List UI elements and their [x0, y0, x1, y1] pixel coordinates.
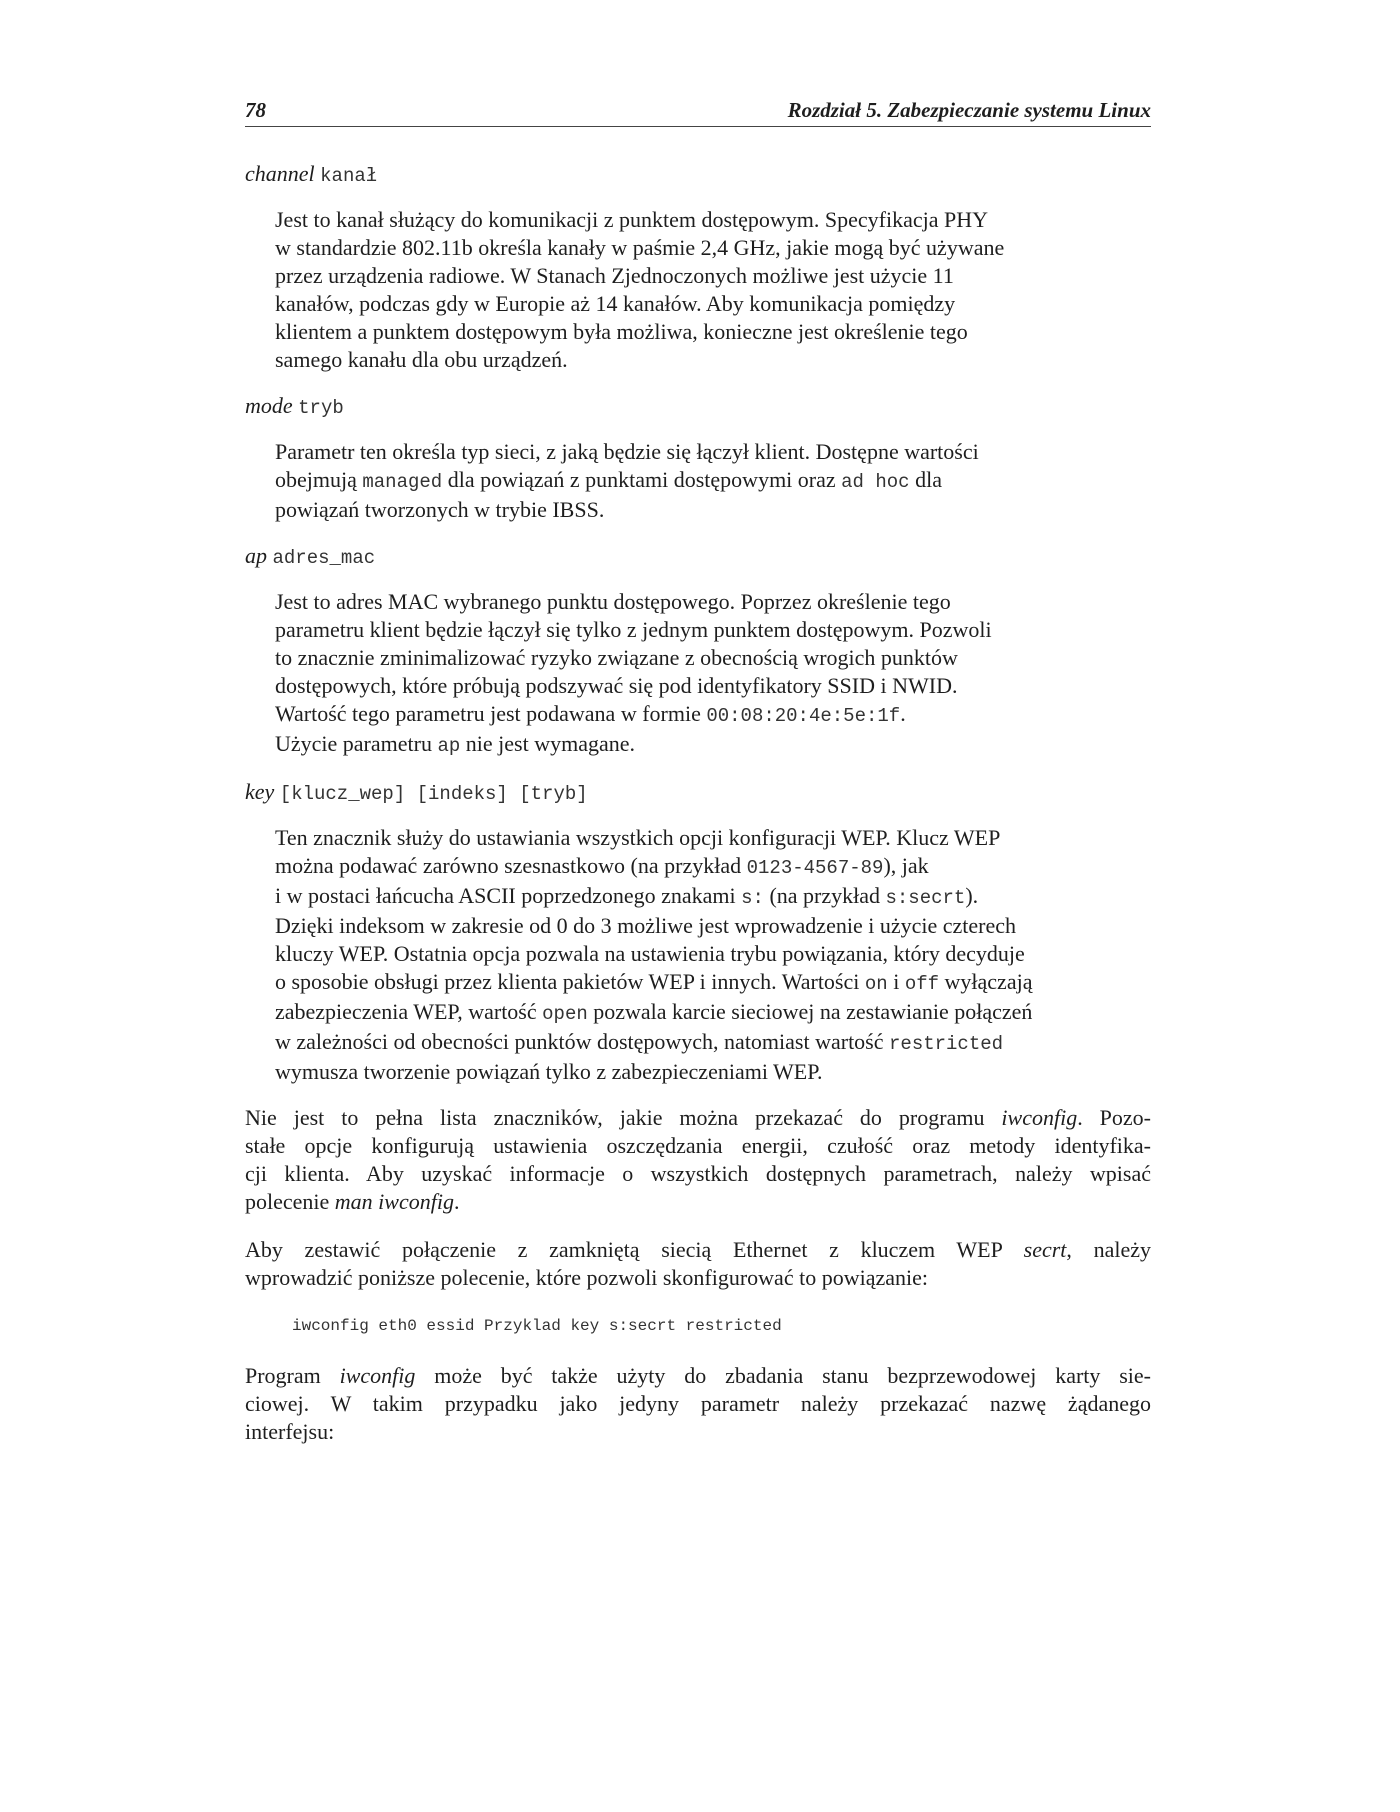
text-run: obejmują — [275, 467, 363, 492]
text-run: Aby zestawić połączenie z zamkniętą siecią Ethernet z kluczem WEP — [245, 1237, 1024, 1262]
text-line — [275, 1028, 1121, 1058]
page-number: 78 — [245, 98, 266, 122]
inline-code: off — [904, 973, 940, 995]
inline-code: s:secrt — [885, 887, 966, 909]
text-line: Dzięki indeksom w zakresie od 0 do 3 możliwe jest wprowadzenie i użycie czterech — [275, 913, 1016, 938]
text-line — [275, 998, 1121, 1028]
text-run: dla powiązań z punktami dostępowymi oraz — [442, 467, 842, 492]
text-run: i w postaci łańcucha ASCII poprzedzonego znakami — [275, 883, 742, 908]
text-run: o sposobie obsługi przez klienta pakietów WEP i innych. Wartości — [275, 969, 865, 994]
text-run: Nie jest to pełna lista znaczników, jakie można przekazać do programu — [245, 1105, 1002, 1130]
inline-code: ap — [437, 735, 461, 757]
text-run: Program — [245, 1363, 340, 1388]
text-run: dla — [909, 467, 942, 492]
term-keyword: ap — [245, 543, 267, 568]
text-line: powiązań tworzonych w trybie IBSS. — [275, 497, 605, 522]
text-run: Wartość tego parametru jest podawana w formie — [275, 701, 707, 726]
term-keyword: mode — [245, 393, 293, 418]
text-line: cji klienta. Aby uzyskać informacje o wszystkich dostępnych parametrach, należy wpisać — [245, 1161, 1151, 1186]
text-line: interfejsu: — [245, 1419, 335, 1444]
text-line — [275, 968, 1121, 998]
text-line: samego kanału dla obu urządzeń. — [275, 347, 568, 372]
text-run: . — [453, 1189, 460, 1214]
chapter-title: Rozdział 5. Zabezpieczanie systemu Linux — [787, 98, 1151, 122]
text-run: , należy — [1066, 1237, 1151, 1262]
text-line: dostępowych, które próbują podszywać się pod identyfikatory SSID i NWID. — [275, 673, 958, 698]
text-line: to znacznie zminimalizować ryzyko związane z obecnością wrogich punktów — [275, 645, 958, 670]
text-line — [275, 730, 1121, 760]
text-line: przez urządzenia radiowe. W Stanach Zjednoczonych możliwe jest użycie 11 — [275, 263, 954, 288]
text-run: . Pozo- — [1077, 1105, 1152, 1130]
text-line: kanałów, podczas gdy w Europie aż 14 kanałów. Aby komunikacja pomiędzy — [275, 291, 956, 316]
paragraph-iwconfig-options — [245, 1104, 1151, 1216]
description-mode — [275, 438, 1121, 524]
text-run: zabezpieczenia WEP, wartość — [275, 999, 543, 1024]
text-line: stałe opcje konfigurują ustawienia oszczędzania energii, czułość oraz metody identyfika- — [245, 1133, 1151, 1158]
text-run: ), jak — [883, 853, 929, 878]
text-run: Użycie parametru — [275, 731, 438, 756]
text-run: w zależności od obecności punktów dostępowych, natomiast wartość — [275, 1029, 890, 1054]
term-argument: adres_mac — [272, 547, 376, 569]
description-ap — [275, 588, 1121, 760]
text-line: Jest to adres MAC wybranego punktu dostępowego. Poprzez określenie tego — [275, 589, 951, 614]
inline-code: 00:08:20:4e:5e:1f — [706, 705, 901, 727]
text-line: Ten znacznik służy do ustawiania wszystkich opcji konfiguracji WEP. Klucz WEP — [275, 825, 1001, 850]
term-argument: tryb — [298, 397, 344, 419]
text-line: parametru klient będzie łączył się tylko z jednym punktem dostępowym. Pozwoli — [275, 617, 992, 642]
inline-code: restricted — [889, 1033, 1004, 1055]
term-key — [245, 778, 1151, 806]
text-line — [245, 1362, 1151, 1390]
program-name: iwconfig — [1001, 1105, 1078, 1130]
term-argument: kanał — [320, 165, 378, 187]
text-line — [275, 700, 1121, 730]
text-line — [245, 1104, 1151, 1132]
text-line — [275, 852, 1121, 882]
text-line: Jest to kanał służący do komunikacji z punktem dostępowym. Specyfikacja PHY — [275, 207, 989, 232]
term-argument: [klucz_wep] [indeks] [tryb] — [279, 783, 588, 805]
paragraph-wep-connection — [245, 1236, 1151, 1292]
description-key — [275, 824, 1121, 1086]
term-mode — [245, 392, 1151, 420]
term-ap — [245, 542, 1151, 570]
text-line — [245, 1236, 1151, 1264]
inline-code: 0123-4567-89 — [746, 857, 884, 879]
key-name: secrt — [1023, 1237, 1067, 1262]
term-channel — [245, 160, 1151, 188]
text-run: może być także użyty do zbadania stanu bezprzewodowej karty sie- — [415, 1363, 1152, 1388]
inline-code: ad hoc — [841, 471, 910, 493]
text-run: pozwala karcie sieciowej na zestawianie połączeń — [587, 999, 1033, 1024]
inline-code: on — [864, 973, 888, 995]
text-line: kluczy WEP. Ostatnia opcja pozwala na ustawienia trybu powiązania, który decyduje — [275, 941, 1025, 966]
text-run: . — [900, 701, 906, 726]
text-line: ciowej. W takim przypadku jako jedyny parametr należy przekazać nazwę żądanego — [245, 1391, 1151, 1416]
text-run: można podawać zarówno szesnastkowo (na przykład — [275, 853, 747, 878]
inline-code: s: — [741, 887, 764, 909]
text-line — [245, 1188, 1151, 1216]
text-line: w standardzie 802.11b określa kanały w paśmie 2,4 GHz, jakie mogą być używane — [275, 235, 1005, 260]
description-channel — [275, 206, 1121, 374]
text-line: wprowadzić poniższe polecenie, które pozwoli skonfigurować to powiązanie: — [245, 1265, 928, 1290]
term-keyword: key — [245, 779, 275, 804]
text-line: klientem a punktem dostępowym była możliwa, konieczne jest określenie tego — [275, 319, 968, 344]
text-line: wymusza tworzenie powiązań tylko z zabezpieczeniami WEP. — [275, 1059, 823, 1084]
term-keyword: channel — [245, 161, 315, 186]
page-header — [245, 94, 1151, 127]
text-line — [275, 466, 1121, 496]
text-run: polecenie — [245, 1189, 335, 1214]
program-name: iwconfig — [339, 1363, 416, 1388]
text-line — [275, 882, 1121, 912]
text-run: ). — [965, 883, 979, 908]
inline-code: open — [542, 1003, 588, 1025]
paragraph-iwconfig-status — [245, 1362, 1151, 1446]
text-run: i — [887, 969, 905, 994]
text-run: wyłączają — [939, 969, 1033, 994]
text-run: (na przykład — [763, 883, 886, 908]
text-line: Parametr ten określa typ sieci, z jaką będzie się łączył klient. Dostępne wartości — [275, 439, 979, 464]
command-name: man iwconfig — [334, 1189, 454, 1214]
text-run: nie jest wymagane. — [460, 731, 636, 756]
inline-code: managed — [362, 471, 443, 493]
command-example: iwconfig eth0 essid Przyklad key s:secrt restricted — [292, 1317, 782, 1335]
page-content — [245, 160, 1151, 1466]
